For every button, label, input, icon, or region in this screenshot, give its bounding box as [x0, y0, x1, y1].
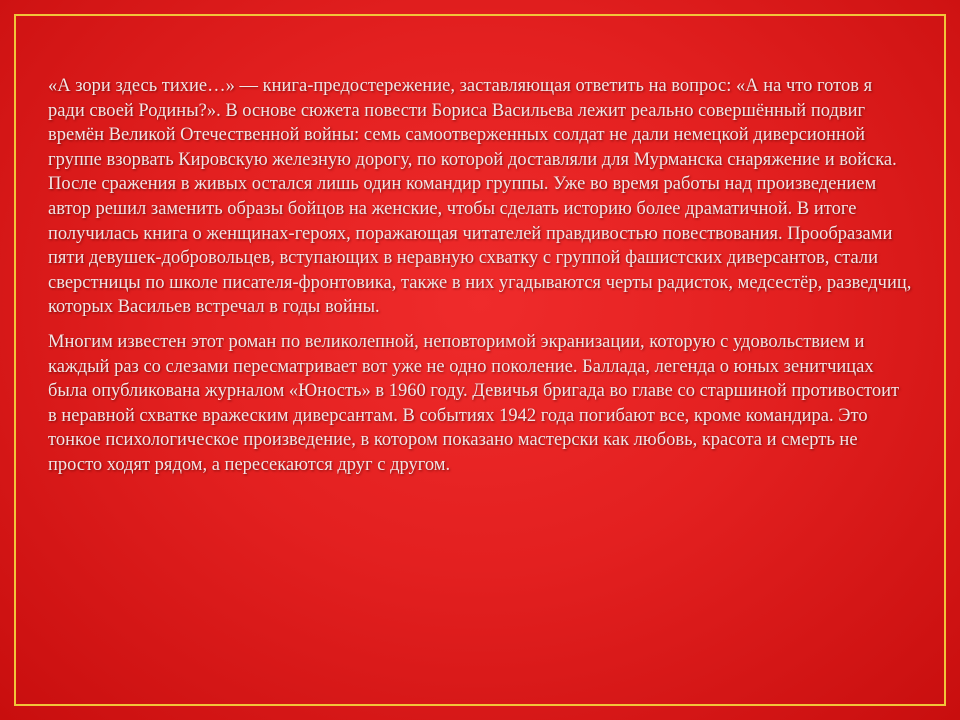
paragraph-adaptation: Многим известен этот роман по великолепной, неповторимой экранизации, которую с удовольствием и каждый раз со слезами пересматривает вот уже не одно поколение. Баллада, легенда о юных зенитчицах была опубликована журналом «Юность» в 1960 году. Девичья бригада во главе со старшиной противостоит в неравной схватке вражеским диверсантам. В событиях 1942 года погибают все, кроме командира. Это тонкое психологическое произведение, в котором показано мастерски как любовь, красота и смерть не просто ходят рядом, а пересекаются друг с другом. [48, 331, 900, 475]
slide-text-block [48, 74, 912, 478]
paragraph-intro: «А зори здесь тихие…» — книга-предостережение, заставляющая ответить на вопрос: «А на что готов я ради своей Родины?». В основе сюжета повести Бориса Васильева лежит реально совершённый подвиг времён Великой Отечественной войны: семь самоотверженных солдат не дали немецкой диверсионной группе взорвать Кировскую железную дорогу, по которой доставляли для Мурманска снаряжение и войска. После сражения в живых остался лишь один командир группы. Уже во время работы над произведением автор решил заменить образы бойцов на женские, чтобы сделать историю более драматичной. В итоге получилась книга о женщинах-героях, поражающая читателей правдивостью повествования. Прообразами пяти девушек-добровольцев, вступающих в неравную схватку с группой фашистских диверсантов, стали сверстницы по школе писателя-фронтовика, также в них угадываются черты радисток, медсестёр, разведчиц, которых Васильев встречал в годы войны. [48, 76, 912, 318]
